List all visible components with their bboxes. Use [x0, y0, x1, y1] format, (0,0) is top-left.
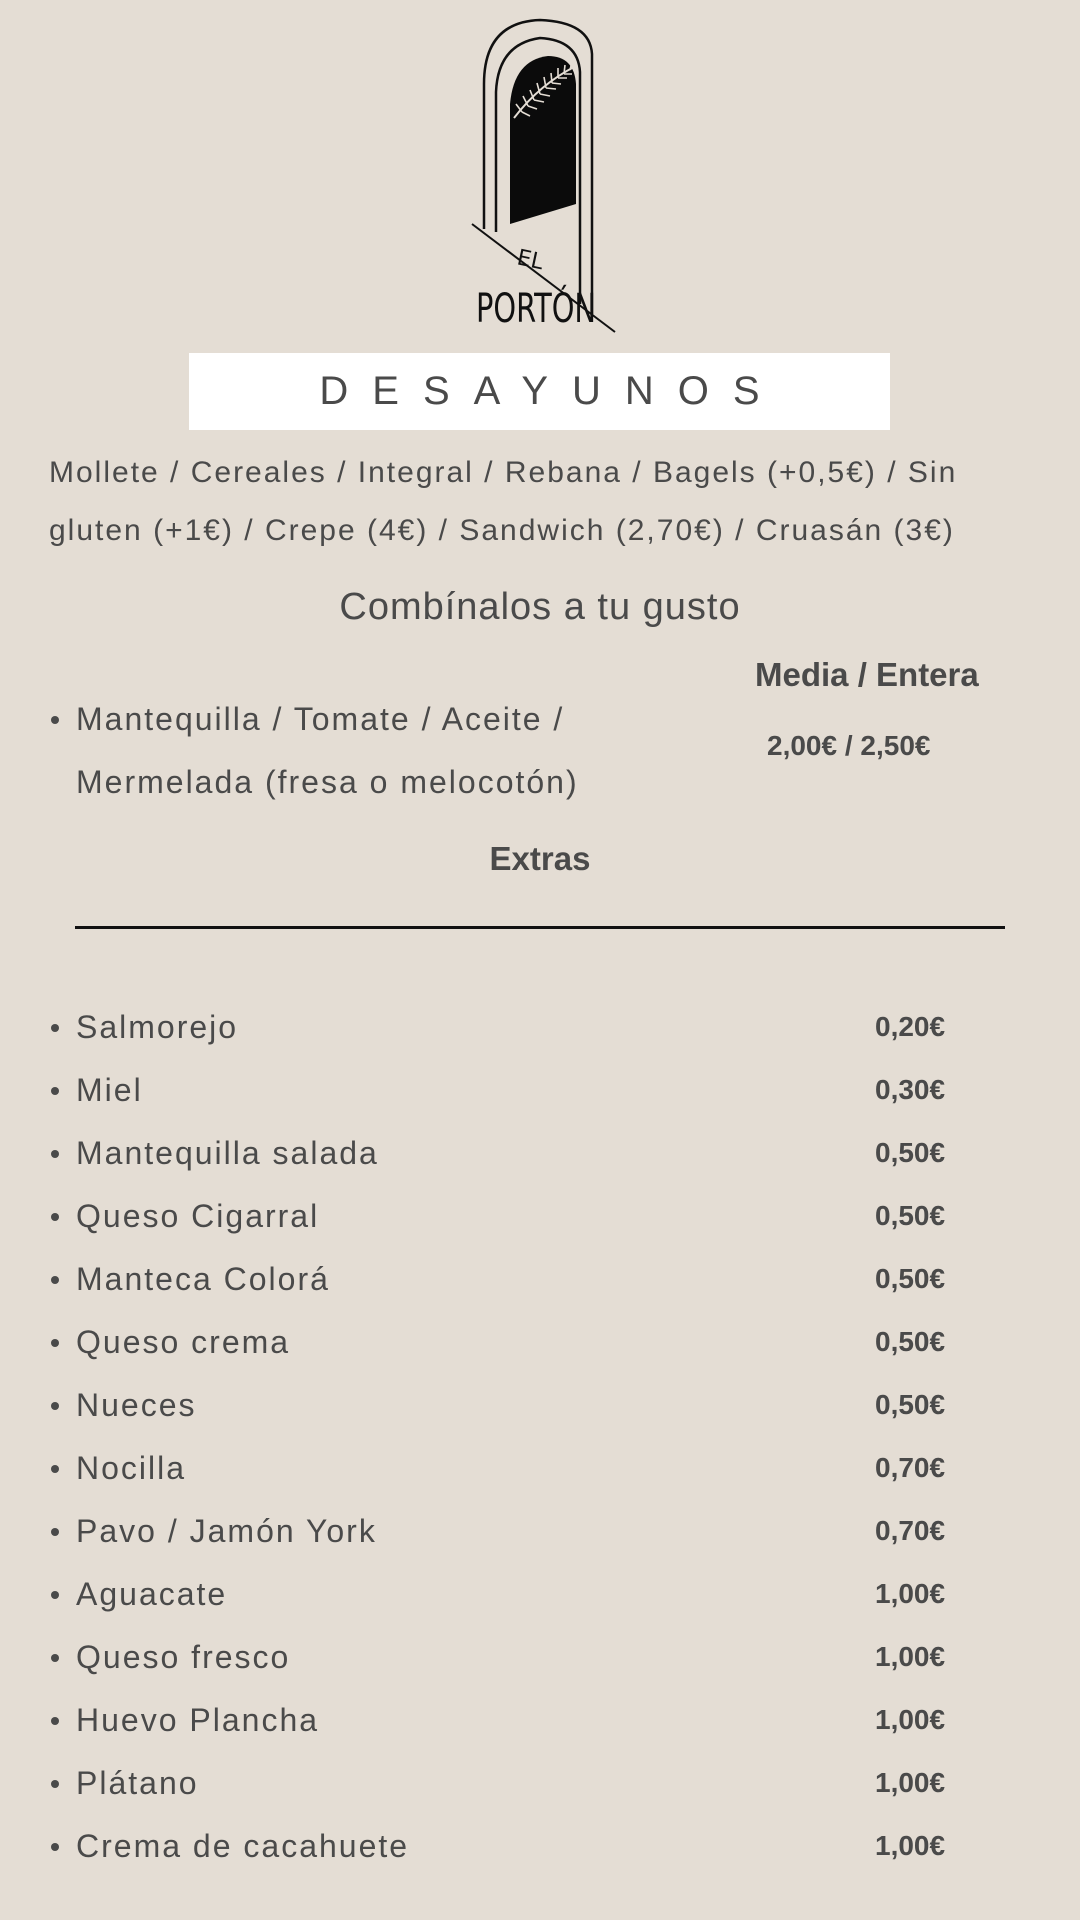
- bullet: [51, 1024, 59, 1032]
- bullet: [51, 1465, 59, 1473]
- list-item: [49, 1441, 1049, 1504]
- list-item: [49, 1693, 1049, 1756]
- bullet: [51, 1591, 59, 1599]
- bullet: [51, 1150, 59, 1158]
- item-name: Huevo Plancha: [76, 1702, 320, 1738]
- item-price: 0,20€: [875, 1011, 946, 1042]
- bullet: [51, 1402, 59, 1410]
- item-price: 0,50€: [875, 1326, 946, 1357]
- bread-options: Mollete / Cereales / Integral / Rebana / Bagels (+0,5€) / Sin gluten (+1€) / Crepe (4€) / Sandwich (2,70€) / Cruasán (3€): [49, 456, 958, 547]
- divider: [75, 926, 1005, 929]
- bullet: [51, 1654, 59, 1662]
- bullet: [51, 1780, 59, 1788]
- list-item: [49, 1126, 1049, 1189]
- list-item: [49, 1063, 1049, 1126]
- bullet: [51, 1717, 59, 1725]
- item-name: Plátano: [76, 1765, 199, 1801]
- list-item: [49, 1567, 1049, 1630]
- list-item: [49, 1315, 1049, 1378]
- item-price: 0,30€: [875, 1074, 946, 1105]
- list-item: [49, 1630, 1049, 1693]
- item-price: 0,50€: [875, 1137, 946, 1168]
- bullet: [51, 1087, 59, 1095]
- section-title-box: [189, 353, 890, 430]
- list-item: [49, 1189, 1049, 1252]
- item-price: 0,50€: [875, 1200, 946, 1231]
- bullet: [51, 1339, 59, 1347]
- bullet: [51, 1843, 59, 1851]
- bullet: [51, 716, 59, 724]
- item-price: 1,00€: [875, 1704, 946, 1735]
- base-price: 2,00€ / 2,50€: [767, 730, 931, 761]
- item-price: 0,50€: [875, 1389, 946, 1420]
- item-name: Salmorejo: [76, 1009, 239, 1045]
- extras-heading: Extras: [489, 840, 591, 877]
- item-name: Manteca Colorá: [76, 1261, 330, 1297]
- item-name: Mantequilla salada: [76, 1135, 379, 1171]
- item-price: 1,00€: [875, 1578, 946, 1609]
- item-price: 0,70€: [875, 1515, 946, 1546]
- item-price: 1,00€: [875, 1830, 946, 1861]
- logo-text-el: EL: [514, 245, 546, 276]
- extras-list: [49, 1000, 1049, 1882]
- list-item: [49, 1756, 1049, 1819]
- item-price: 0,70€: [875, 1452, 946, 1483]
- item-name: Nocilla: [76, 1450, 187, 1486]
- list-item: [49, 1252, 1049, 1315]
- item-name: Miel: [76, 1072, 143, 1108]
- section-title: DESAYUNOS: [319, 369, 784, 413]
- list-item: [49, 1504, 1049, 1567]
- item-name: Queso crema: [76, 1324, 291, 1360]
- list-item: [49, 1378, 1049, 1441]
- base-item: [49, 688, 676, 814]
- item-name: Queso Cigarral: [76, 1198, 320, 1234]
- item-name: Crema de cacahuete: [76, 1828, 410, 1864]
- bullet: [51, 1528, 59, 1536]
- size-column-header: Media / Entera: [755, 656, 979, 693]
- logo-text-porton: PORTÓN: [476, 286, 643, 332]
- list-item: [49, 1000, 1049, 1063]
- item-price: 1,00€: [875, 1641, 946, 1672]
- el-porton-logo: [470, 14, 643, 334]
- item-price: 1,00€: [875, 1767, 946, 1798]
- base-item-label: Mantequilla / Tomate / Aceite / Mermelada (fresa o melocotón): [76, 701, 579, 800]
- combine-heading: Combínalos a tu gusto: [339, 586, 741, 628]
- bullet: [51, 1276, 59, 1284]
- item-name: Aguacate: [76, 1576, 228, 1612]
- item-price: 0,50€: [875, 1263, 946, 1294]
- list-item: [49, 1819, 1049, 1882]
- bullet: [51, 1213, 59, 1221]
- item-name: Nueces: [76, 1387, 197, 1423]
- item-name: Queso fresco: [76, 1639, 291, 1675]
- item-name: Pavo / Jamón York: [76, 1513, 377, 1549]
